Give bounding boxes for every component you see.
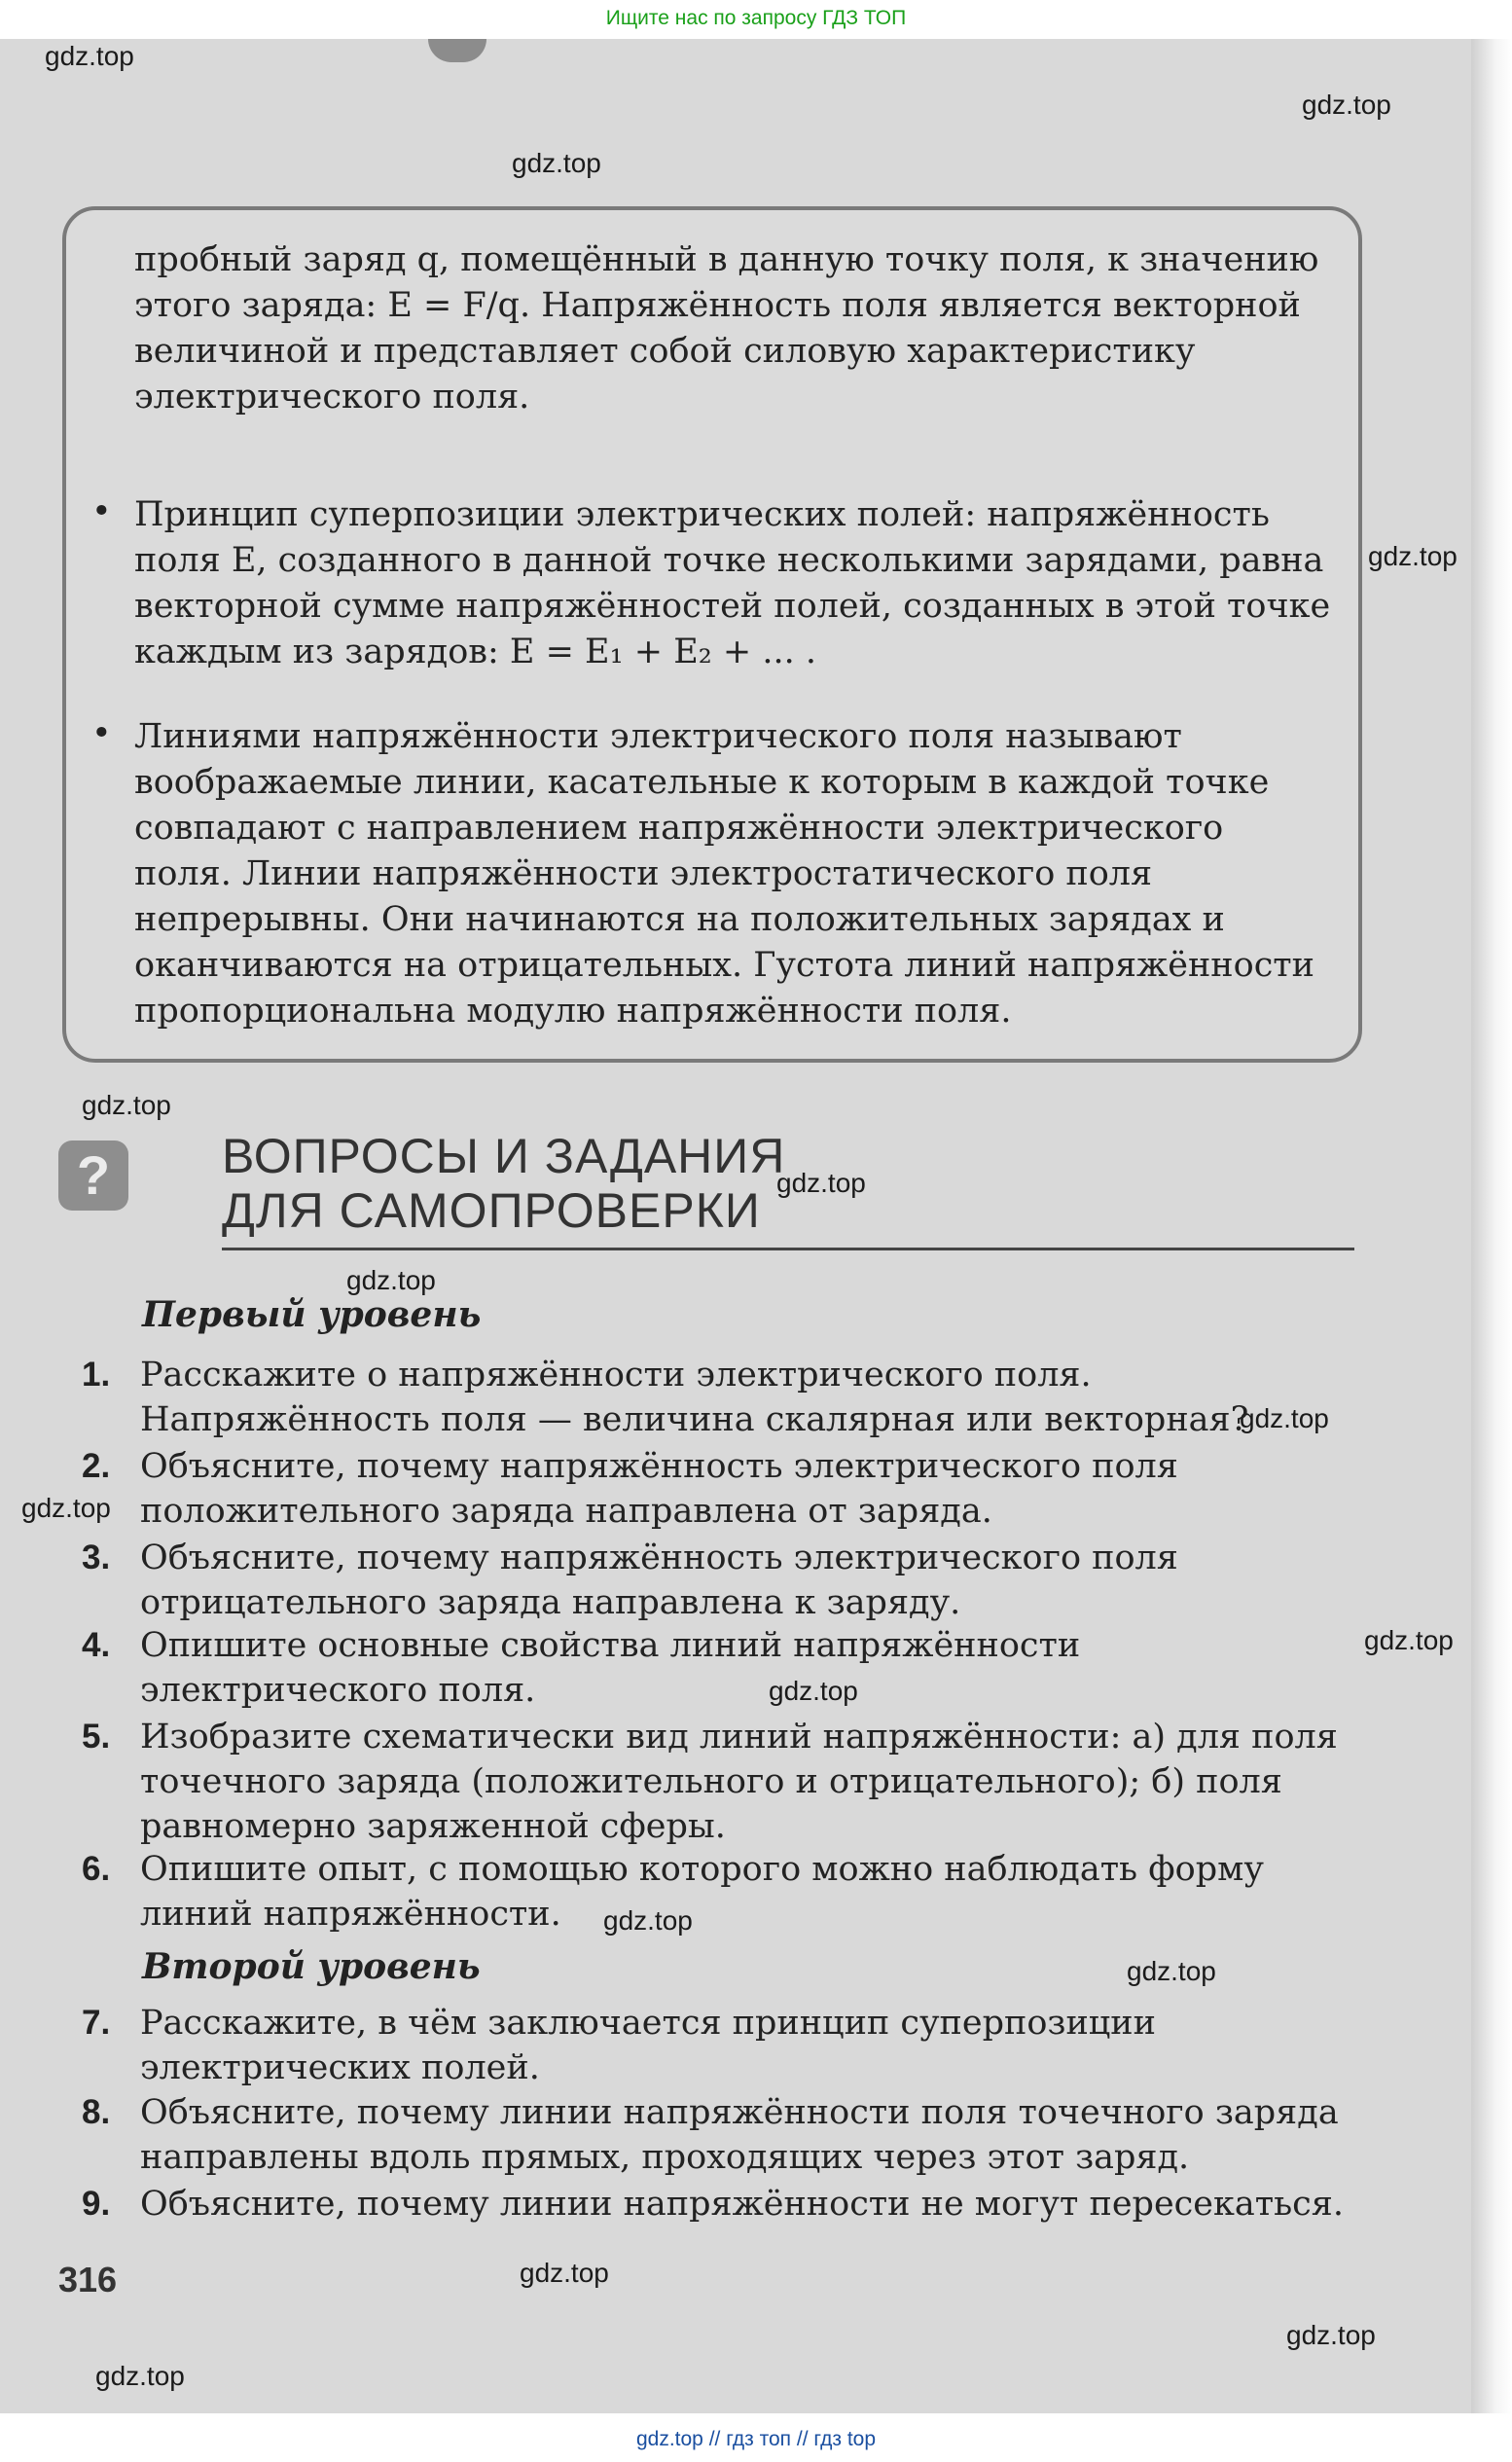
watermark: gdz.top [1240, 1403, 1329, 1433]
question-icon: ? [58, 1140, 128, 1211]
bottom-footer[interactable]: gdz.top // гдз топ // гдз top [0, 2417, 1512, 2462]
page-number: 316 [58, 2260, 118, 2299]
watermark: gdz.top [1286, 2320, 1376, 2350]
question-text: Расскажите о напряжённости электрического поля. Напряжённость поля — величина скалярная или векторная? [140, 1356, 1249, 1439]
summary-box [62, 206, 1362, 1063]
watermark: gdz.top [21, 1493, 111, 1523]
field-lines-paragraph: Линиями напряжённости электрического поля называют воображаемые линии, касательные к которым в каждой точке совпадают с направлением напряжённости электрического поля. Линии напряжённости электростатического поля непрерывны. Они начинаются на положительных зарядах и оканчиваются на отрицательных. Густота линий напряжённости пропорциональна модулю напряжённости поля. [134, 717, 1314, 1031]
question-number: 3. [82, 1539, 111, 1576]
top-banner[interactable]: Ищите нас по запросу ГДЗ ТОП [0, 0, 1512, 39]
watermark: gdz.top [82, 1090, 171, 1120]
superposition-paragraph: Принцип суперпозиции электрических полей: напряжённость поля E, созданного в данной точке несколькими зарядами, равна векторной сумме напряжённостей полей, созданных в этой точке каждым из зарядов: E = E₁ + E₂ + ... . [134, 495, 1331, 671]
question-text: Объясните, почему напряжённость электрического поля отрицательного заряда направлена к заряду. [140, 1539, 1178, 1622]
watermark: gdz.top [1127, 1956, 1216, 1986]
watermark: gdz.top [512, 148, 601, 178]
question-text: Объясните, почему линии напряжённости поля точечного заряда направлены вдоль прямых, проходящих через этот заряд. [140, 2093, 1339, 2177]
watermark: gdz.top [520, 2258, 609, 2288]
section-title [222, 1129, 785, 1238]
question-number: 1. [82, 1356, 111, 1394]
watermark: gdz.top [45, 41, 134, 71]
question-number: 6. [82, 1850, 111, 1888]
bullet-marker: • [91, 492, 112, 531]
question-number: 7. [82, 2004, 111, 2042]
question-text: Объясните, почему линии напряжённости не могут пересекаться. [140, 2185, 1344, 2224]
level-heading-1: Первый уровень [142, 1294, 482, 1335]
question-number: 8. [82, 2093, 111, 2131]
question-text: Объясните, почему напряжённость электрического поля положительного заряда направлена от заряда. [140, 1447, 1178, 1531]
watermark: gdz.top [769, 1676, 858, 1706]
section-title-line1: ВОПРОСЫ И ЗАДАНИЯ [222, 1129, 786, 1183]
bullet-marker: • [91, 714, 112, 753]
question-number: 9. [82, 2185, 111, 2223]
section-title-line2: ДЛЯ САМОПРОВЕРКИ [222, 1183, 761, 1238]
watermark: gdz.top [1368, 541, 1458, 571]
level-heading-2: Второй уровень [142, 1946, 481, 1987]
watermark: gdz.top [1364, 1625, 1454, 1655]
section-divider [222, 1248, 1354, 1250]
question-number: 2. [82, 1447, 111, 1485]
question-text: Опишите опыт, с помощью которого можно наблюдать форму линий напряжённости. [140, 1850, 1264, 1934]
summary-paragraph: пробный заряд q, помещённый в данную точку поля, к значению этого заряда: E = F/q. Напряжённость поля является векторной величиной и представляет собой силовую характеристику электрического поля. [134, 240, 1319, 416]
watermark: gdz.top [346, 1265, 436, 1295]
watermark: gdz.top [603, 1905, 693, 1936]
question-text: Опишите основные свойства линий напряжённости электрического поля. [140, 1626, 1081, 1710]
watermark: gdz.top [1302, 90, 1391, 120]
page-edge [1471, 39, 1512, 2413]
question-number: 5. [82, 1718, 111, 1756]
watermark: gdz.top [776, 1168, 866, 1198]
question-number: 4. [82, 1626, 111, 1664]
question-text: Расскажите, в чём заключается принцип суперпозиции электрических полей. [140, 2004, 1156, 2087]
watermark: gdz.top [95, 2361, 185, 2391]
question-text: Изобразите схематически вид линий напряжённости: а) для поля точечного заряда (положительного и отрицательного); б) поля равномерно заряженной сферы. [140, 1718, 1338, 1846]
